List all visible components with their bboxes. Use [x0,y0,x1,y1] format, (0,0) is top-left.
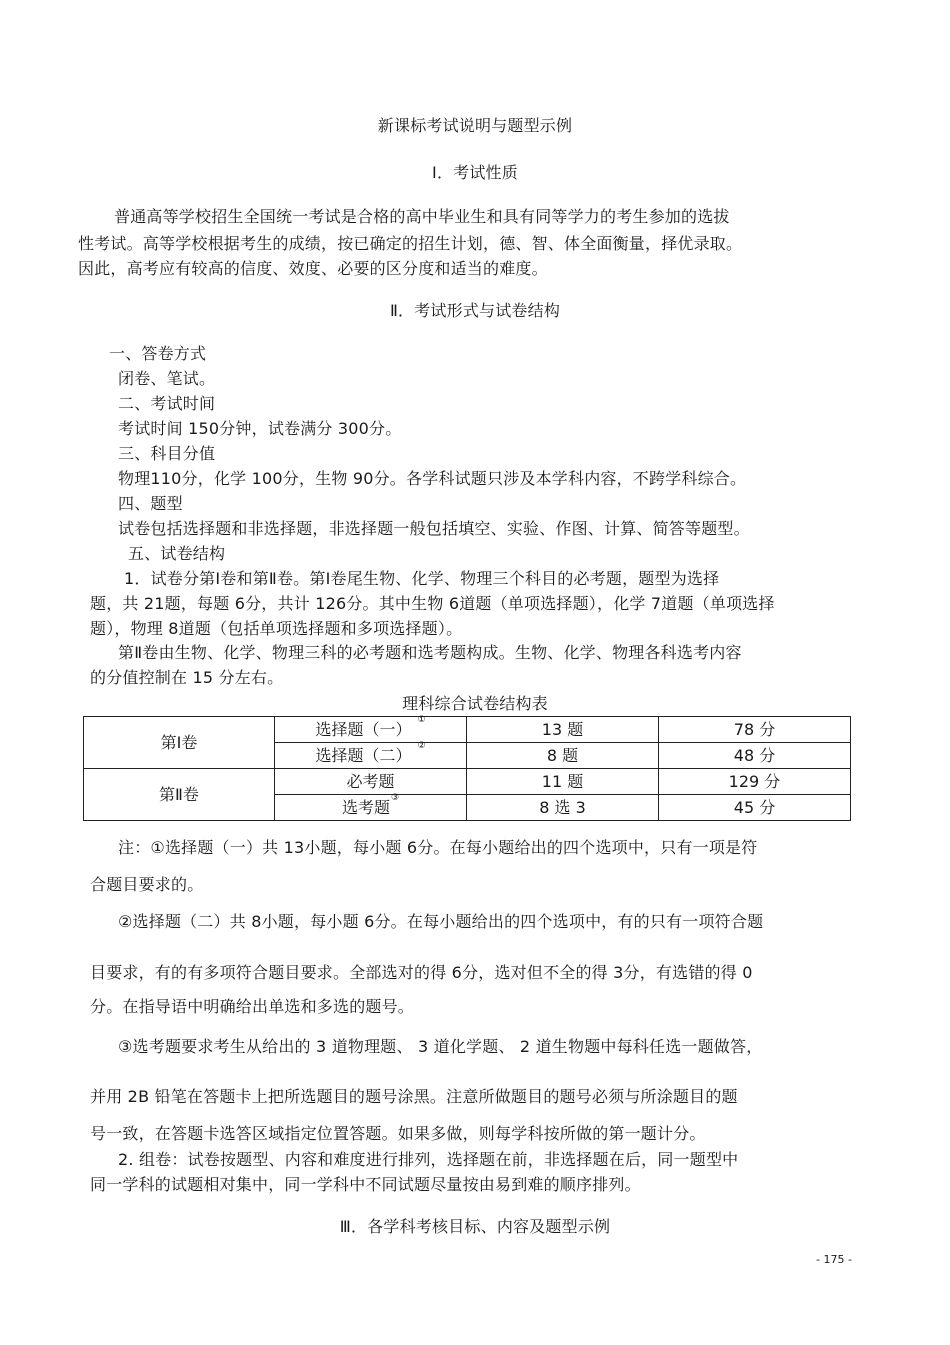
type-label: 选择题（一） [315,719,412,739]
volume-cell: 第Ⅱ卷 [84,769,275,821]
note-line: 分。在指导语中明确给出单选和多选的题号。 [90,997,415,1016]
count-cell: 8 题 [467,743,659,769]
paragraph-line: 因此，高考应有较高的信度、效度、必要的区分度和适当的难度。 [78,259,548,278]
section-heading-1: Ⅰ．考试性质 [432,163,518,182]
page-title: 新课标考试说明与题型示例 [377,116,573,135]
section-heading-2: Ⅱ．考试形式与试卷结构 [389,301,561,320]
footnote-mark: ③ [390,793,400,804]
type-cell [275,743,467,769]
note-line: ②选择题（二）共 8小题，每小题 6分。在每小题给出的四个选项中，有的只有一项符合题 [118,912,764,931]
table-title: 理科综合试卷结构表 [402,694,548,713]
count-cell: 8 选 3 [467,795,659,821]
list-item: 1．试卷分第Ⅰ卷和第Ⅱ卷。第Ⅰ卷尾生物、化学、物理三个科目的必考题，题型为选择 [124,569,720,588]
note-line: 合题目要求的。 [90,875,204,894]
list-item: 试卷包括选择题和非选择题，非选择题一般包括填空、实验、作图、计算、简答等题型。 [118,519,750,538]
count-cell: 13 题 [467,717,659,743]
points-cell: 129 分 [659,769,851,795]
list-item: 考试时间 150分钟，试卷满分 300分。 [118,419,402,438]
points-cell: 45 分 [659,795,851,821]
list-item: 物理110分，化学 100分，生物 90分。各学科试题只涉及本学科内容，不跨学科综合。 [118,469,747,488]
list-item: 三、科目分值 [118,444,216,463]
list-item: 题），物理 8道题（包括单项选择题和多项选择题）。 [90,619,463,638]
note-line: 2. 组卷：试卷按题型、内容和难度进行排列，选择题在前，非选择题在后，同一题型中 [118,1150,739,1169]
list-item: 题，共 21题，每题 6分，共计 126分。其中生物 6道题（单项选择题），化学 7道题（单项选择 [90,594,775,613]
type-cell [275,717,467,743]
page-number: - 175 - [816,1253,852,1266]
list-item: 二、考试时间 [118,394,216,413]
type-label: 必考题 [346,771,395,791]
list-item: 第Ⅱ卷由生物、化学、物理三科的必考题和选考题构成。生物、化学、物理各科选考内容 [118,643,742,662]
section-heading-3: Ⅲ．各学科考核目标、内容及题型示例 [339,1217,611,1236]
volume-cell: 第Ⅰ卷 [84,717,275,769]
paragraph-line: 性考试。高等学校根据考生的成绩，按已确定的招生计划，德、智、体全面衡量，择优录取。 [78,234,743,253]
paragraph-line: 普通高等学校招生全国统一考试是合格的高中毕业生和具有同等学力的考生参加的选拔 [114,207,730,226]
list-item: 的分值控制在 15 分左右。 [90,668,284,687]
points-cell: 48 分 [659,743,851,769]
list-item: 五、试卷结构 [128,544,226,563]
note-line: 号一致，在答题卡选答区域指定位置答题。如果多做，则每学科按所做的第一题计分。 [90,1124,706,1143]
points-cell: 78 分 [659,717,851,743]
note-line: 注：①选择题（一）共 13小题，每小题 6分。在每小题给出的四个选项中，只有一项是符 [118,838,758,857]
list-item: 一、答卷方式 [109,344,207,363]
list-item: 四、题型 [118,494,183,513]
note-line: 并用 2B 铅笔在答题卡上把所选题目的题号涂黑。注意所做题目的题号必须与所涂题目的题 [90,1087,738,1106]
footnote-mark: ② [417,741,426,752]
type-label: 选择题（二） [315,745,412,765]
count-cell: 11 题 [467,769,659,795]
type-cell [275,795,467,821]
table-row [84,717,851,743]
note-line: 目要求，有的有多项符合题目要求。全部选对的得 6分，选对但不全的得 3分，有选错的得 0 [90,963,753,982]
footnote-mark: ① [417,715,426,726]
type-label: 选考题 [341,797,390,817]
exam-structure-table [83,716,851,821]
table-row [84,769,851,795]
note-line: ③选考题要求考生从给出的 3 道物理题、 3 道化学题、 2 道生物题中每科任选一题做答， [118,1037,763,1056]
note-line: 同一学科的试题相对集中，同一学科中不同试题尽量按由易到难的顺序排列。 [90,1175,641,1194]
list-item: 闭卷、笔试。 [118,369,216,388]
type-cell [275,769,467,795]
